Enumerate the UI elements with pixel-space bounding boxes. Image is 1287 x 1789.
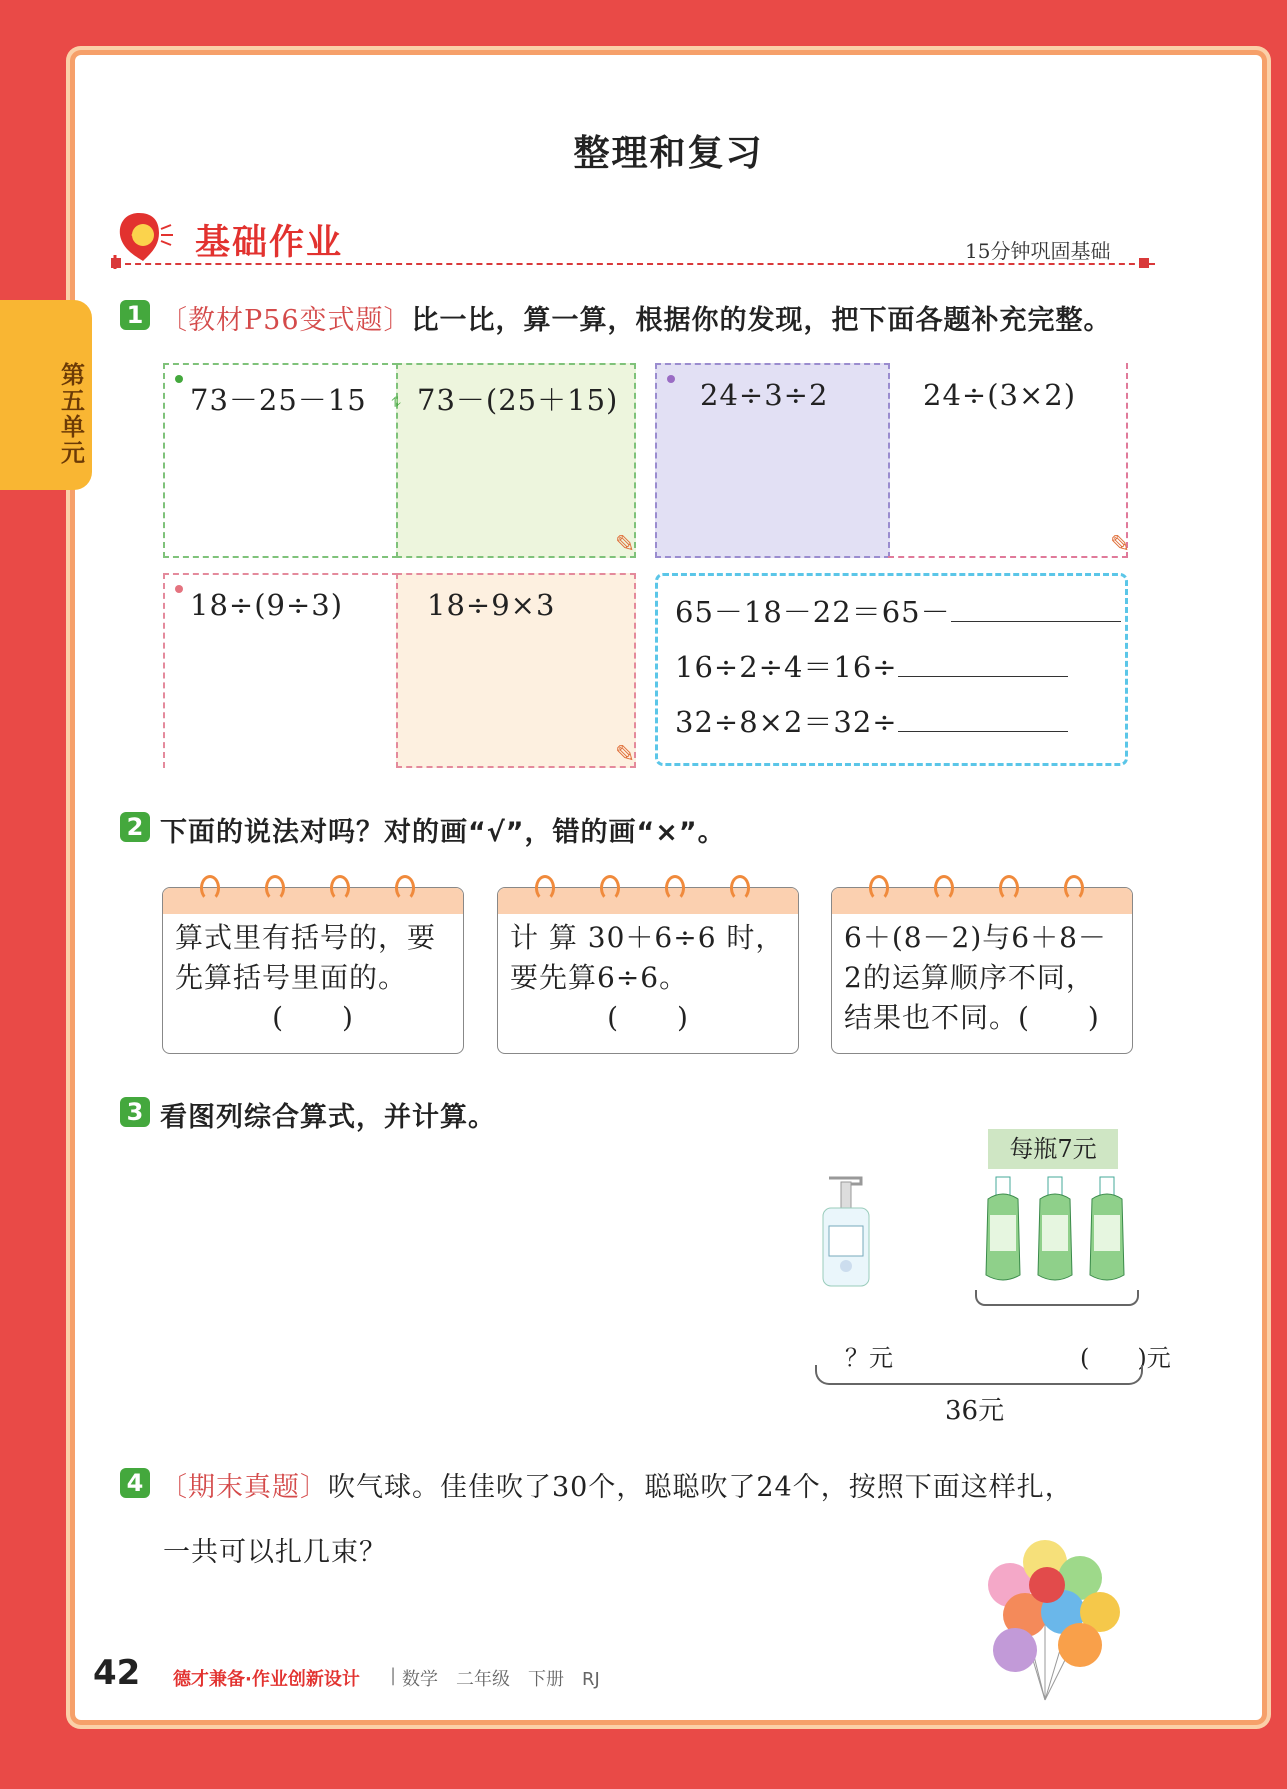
ring-icon — [395, 875, 415, 901]
footer-brand: 德才兼备·作业创新设计 — [173, 1669, 360, 1690]
card-2-line-1: 计 算 30＋6÷6 时， — [510, 921, 785, 954]
price-tag: 每瓶7元 — [988, 1129, 1118, 1169]
unit-tab-label: 第五单元 — [61, 361, 85, 467]
soap-price-label: ？元 — [845, 1344, 893, 1372]
fill-expression-2 — [675, 645, 1068, 686]
question-4-line-2: 一共可以扎几束？ — [163, 1537, 387, 1568]
card-3-line-1: 6＋(8－2)与6＋8－ — [844, 921, 1107, 954]
expression-1a: 73－25－15 — [190, 383, 367, 417]
compare-arrow-icon: ⥮ — [391, 395, 402, 411]
footer-divider: | — [390, 1665, 397, 1686]
bottle-icon — [1084, 1175, 1130, 1285]
question-4-number: 4 — [120, 1468, 150, 1498]
section-note: 15分钟巩固基础 — [965, 239, 1111, 263]
pencil-icon: ✎ — [1110, 530, 1131, 558]
section-title: 基础作业 — [195, 223, 344, 263]
question-4-line-1 — [160, 1465, 1073, 1504]
expression-1b: 73－(25＋15) — [417, 383, 619, 417]
question-4-tag: 〔期末真题〕 — [160, 1472, 328, 1503]
card-1-answer[interactable]: ( ) — [272, 1001, 354, 1034]
section-divider — [115, 263, 1155, 265]
card-3-answer[interactable]: 结果也不同。( ) — [844, 1001, 1100, 1034]
page-number: 42 — [93, 1653, 141, 1693]
ring-icon — [999, 875, 1019, 901]
pencil-icon: ✎ — [615, 530, 636, 558]
fill-expression-1 — [675, 590, 1121, 631]
answer-blank-1[interactable] — [951, 595, 1121, 622]
question-3-text: 看图列综合算式，并计算。 — [160, 1102, 496, 1133]
fill-expression-1-text: 65－18－22＝65－ — [675, 595, 951, 629]
question-2-text: 下面的说法对吗？对的画“√”，错的画“×”。 — [160, 817, 726, 848]
answer-blank-3[interactable] — [898, 705, 1068, 732]
question-3-number: 3 — [120, 1097, 150, 1127]
ring-icon — [934, 875, 954, 901]
card-2-line-2: 要先算6÷6。 — [510, 961, 689, 994]
worksheet-page — [75, 55, 1262, 1720]
ring-icon — [1064, 875, 1084, 901]
ring-icon — [265, 875, 285, 901]
ring-icon — [600, 875, 620, 901]
answer-blank-2[interactable] — [898, 650, 1068, 677]
ring-icon — [330, 875, 350, 901]
divider-end-left — [111, 258, 121, 268]
fill-expression-3-text: 32÷8×2＝32÷ — [675, 705, 898, 739]
card-1-line-1: 算式里有括号的，要 — [175, 921, 437, 954]
expression-2a: 24÷3÷2 — [700, 378, 829, 412]
bottle-icon — [1032, 1175, 1078, 1285]
purple-dot-icon — [667, 375, 675, 383]
card-1-line-2: 先算括号里面的。 — [175, 961, 408, 994]
question-1-number: 1 — [120, 300, 150, 330]
expression-3b: 18÷9×3 — [427, 588, 556, 622]
bottle-icon — [980, 1175, 1026, 1285]
balloon-bunch-icon — [975, 1540, 1135, 1705]
fill-expression-2-text: 16÷2÷4＝16÷ — [675, 650, 898, 684]
ring-icon — [535, 875, 555, 901]
question-4-text: 吹气球。佳佳吹了30个，聪聪吹了24个，按照下面这样扎， — [328, 1472, 1073, 1503]
hand-soap-icon — [815, 1170, 885, 1290]
card-3-line-2: 2的运算顺序不同， — [844, 961, 1095, 994]
question-2-number: 2 — [120, 812, 150, 842]
pink-dot-icon — [175, 585, 183, 593]
total-brace — [815, 1365, 1143, 1385]
expression-3a: 18÷(9÷3) — [190, 588, 344, 622]
total-label: 36元 — [945, 1396, 1005, 1426]
footer-info: 数学 二年级 下册 RJ — [402, 1669, 600, 1690]
pencil-icon: ✎ — [615, 740, 636, 768]
judge-card-2 — [497, 887, 799, 1054]
judge-card-1 — [162, 887, 464, 1054]
fill-expression-3 — [675, 700, 1068, 741]
green-dot-icon — [175, 375, 183, 383]
expression-2b: 24÷(3×2) — [923, 378, 1077, 412]
ring-icon — [665, 875, 685, 901]
ring-icon — [200, 875, 220, 901]
divider-end-right — [1139, 258, 1149, 268]
ring-icon — [869, 875, 889, 901]
ring-icon — [730, 875, 750, 901]
page-title: 整理和复习 — [573, 133, 764, 174]
question-1-text — [160, 298, 1112, 337]
bottles-price-label[interactable]: ( )元 — [1080, 1344, 1171, 1372]
card-2-answer[interactable]: ( ) — [607, 1001, 689, 1034]
question-1-prompt: 比一比，算一算，根据你的发现，把下面各题补充完整。 — [411, 305, 1112, 336]
bottles-brace — [975, 1290, 1139, 1306]
question-1-tag: 〔教材P56变式题〕 — [160, 305, 412, 336]
judge-card-3 — [831, 887, 1133, 1054]
